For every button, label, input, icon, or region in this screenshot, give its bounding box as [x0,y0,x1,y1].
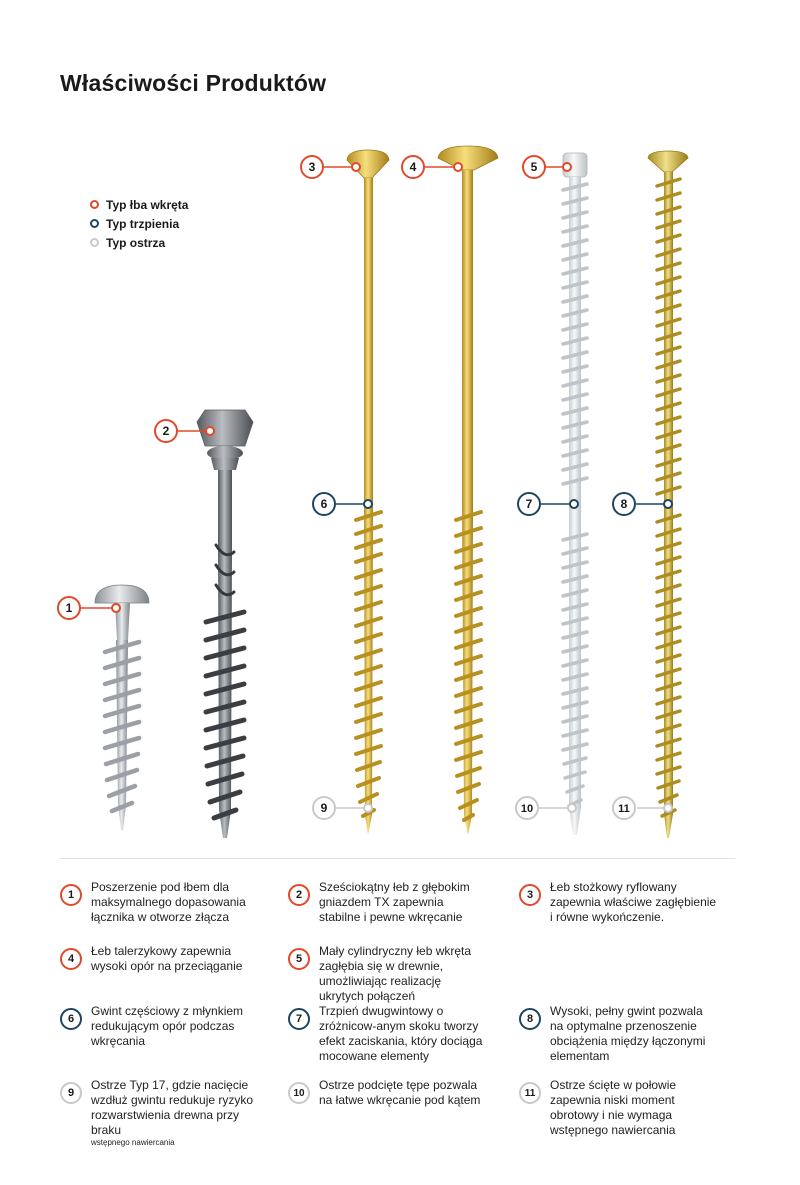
description-1 [60,880,260,925]
divider [60,858,735,859]
description-badge: 3 [519,884,541,906]
screw-8 [648,151,688,838]
screw-2 [197,410,253,838]
description-badge: 7 [288,1008,310,1030]
screw-3 [347,150,389,835]
callout-7 [518,493,540,515]
description-9 [60,1078,260,1148]
description-text: Ostrze podcięte tępe pozwala na łatwe wkręcanie pod kątem [319,1078,481,1107]
callout-1 [58,597,80,619]
callout-4 [402,156,424,178]
description-badge: 11 [519,1082,541,1104]
description-text: Łeb stożkowy ryflowany zapewnia właściwe zagłębienie i równe wykończenie. [550,880,717,924]
callout-6 [313,493,335,515]
description-badge: 6 [60,1008,82,1030]
svg-text:3: 3 [308,160,316,174]
description-badge: 10 [288,1082,310,1104]
description-badge: 9 [60,1082,82,1104]
callout-8 [613,493,635,515]
description-badge: 2 [288,884,310,906]
description-text: Trzpień dwugwintowy o zróżnicow-anym skoku tworzy efekt zaciskania, który dociąga mocowane elementy [319,1004,483,1063]
description-text-main: Ostrze Typ 17, gdzie nacięcie wzdłuż gwintu redukuje ryzyko rozwarstwienia drewna przy braku [91,1078,254,1137]
svg-text:10: 10 [520,803,534,815]
description-text: Gwint częściowy z młynkiem redukującym opór podczas wkręcania [91,1004,244,1048]
description-6 [60,1004,260,1049]
description-text: Łeb talerzykowy zapewnia wysoki opór na przeciąganie [91,944,243,973]
description-text-small: wstępnego nawiercania [91,1138,175,1147]
callout-3 [301,156,323,178]
legend-label-tip: Typ ostrza [106,235,166,250]
description-text: Mały cylindryczny łeb wkręta zagłębia się w drewnie, umożliwiając realizację ukrytych połączeń [319,944,472,1003]
svg-text:11: 11 [618,803,630,815]
svg-text:7: 7 [525,497,533,511]
description-7 [288,1004,488,1064]
callout-10 [516,797,538,819]
description-badge: 4 [60,948,82,970]
description-2 [288,880,488,925]
callout-9 [313,797,335,819]
description-text: Sześciokątny łeb z głębokim gniazdem TX zapewnia stabilne i pewne wkręcanie [319,880,470,924]
svg-text:9: 9 [320,801,328,815]
callout-5 [523,156,545,178]
svg-text:4: 4 [409,160,417,174]
description-badge: 1 [60,884,82,906]
description-5 [288,944,488,1004]
legend-label-head: Typ łba wkręta [106,197,189,212]
description-badge: 5 [288,948,310,970]
svg-text:6: 6 [320,497,328,511]
description-11 [519,1078,719,1138]
description-4 [60,944,260,974]
svg-text:8: 8 [620,497,628,511]
svg-text:5: 5 [530,160,538,174]
legend-label-shank: Typ trzpienia [106,216,180,231]
callout-11 [613,797,635,819]
screw-1 [95,585,149,830]
description-10 [288,1078,488,1108]
description-text: Ostrze ścięte w połowie zapewnia niski moment obrotowy i nie wymaga wstępnego nawiercania [550,1078,677,1137]
description-text [91,1078,260,1148]
screw-4 [438,146,498,835]
description-badge: 8 [519,1008,541,1030]
svg-text:1: 1 [65,601,73,615]
screw-5 [563,153,587,835]
page-title: Właściwości Produktów [60,70,327,96]
description-3 [519,880,719,925]
svg-text:2: 2 [162,424,170,438]
description-8 [519,1004,719,1064]
description-text: Wysoki, pełny gwint pozwala na optymalne przenoszenie obciążenia między łączonymi elementam [550,1004,706,1063]
callout-2 [155,420,177,442]
description-text: Poszerzenie pod łbem dla maksymalnego dopasowania łącznika w otworze złącza [91,880,246,924]
